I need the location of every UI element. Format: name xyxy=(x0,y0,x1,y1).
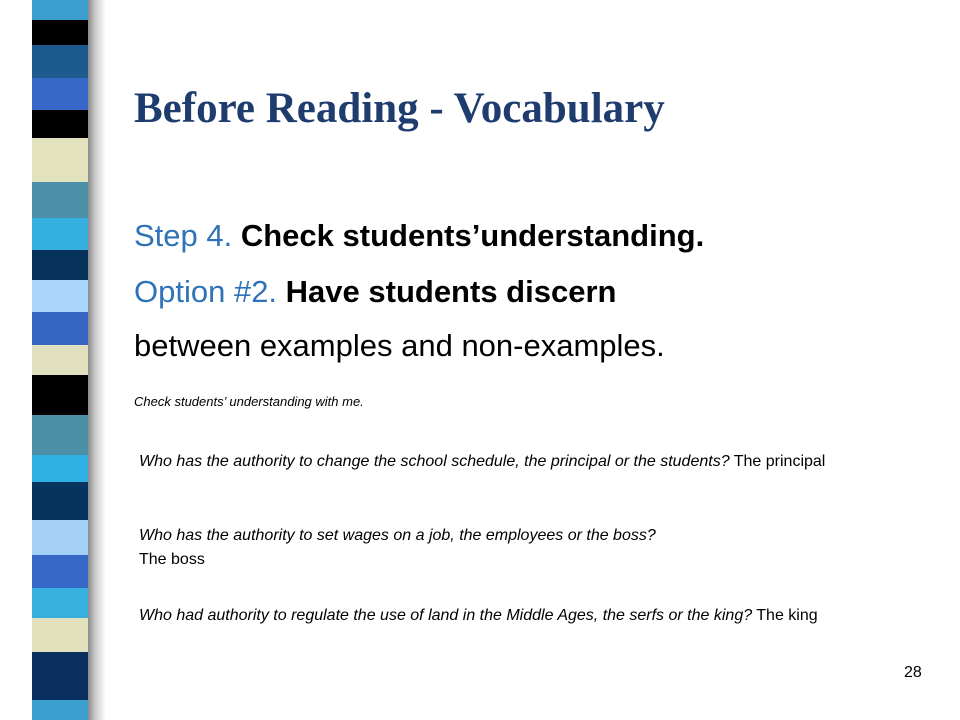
page-number: 28 xyxy=(904,664,922,681)
answer-1: The principal xyxy=(729,453,826,470)
step-line xyxy=(134,218,704,254)
question-1: Who has the authority to change the school schedule, the principal or the students? xyxy=(139,453,730,470)
answer-3: The king xyxy=(752,607,818,624)
stripe-segment xyxy=(32,218,88,250)
stripe-segment xyxy=(32,182,88,218)
question-2: Who has the authority to set wages on a job, the employees or the boss? xyxy=(139,527,656,544)
option-label: Option #2. xyxy=(134,274,286,309)
stripe-segment xyxy=(32,250,88,280)
stripe-segment xyxy=(32,482,88,520)
question-3: Who had authority to regulate the use of land in the Middle Ages, the serfs or the king? xyxy=(139,607,753,624)
qa-item-2 xyxy=(139,524,859,572)
option-line-2: between examples and non-examples. xyxy=(134,328,665,363)
step-text: Check students’understanding. xyxy=(240,218,705,253)
stripe-segment xyxy=(32,555,88,588)
stripe-segment xyxy=(32,110,88,138)
stripe-segment xyxy=(32,618,88,652)
stripe-segment xyxy=(32,415,88,455)
instruction-note: Check students’ understanding with me. xyxy=(134,394,364,409)
option-line xyxy=(134,274,616,310)
stripe-segment xyxy=(32,455,88,482)
stripe-segment xyxy=(32,312,88,345)
stripe-segment xyxy=(32,20,88,45)
answer-2: The boss xyxy=(139,551,205,568)
stripe-segment xyxy=(32,280,88,312)
stripe-segment xyxy=(32,138,88,182)
stripe-shadow xyxy=(88,0,106,720)
step-label: Step 4. xyxy=(134,218,241,253)
stripe-segment xyxy=(32,588,88,618)
qa-item-1 xyxy=(139,450,859,474)
stripe-segment xyxy=(32,0,88,20)
stripe-segment xyxy=(32,375,88,415)
stripe-segment xyxy=(32,652,88,700)
stripe-segment xyxy=(32,345,88,375)
qa-item-3 xyxy=(139,604,859,628)
stripe-segment xyxy=(32,78,88,110)
option-text: Have students discern xyxy=(285,274,617,309)
stripe-segment xyxy=(32,700,88,720)
slide-title: Before Reading - Vocabulary xyxy=(134,85,665,132)
stripe-segment xyxy=(32,520,88,555)
decorative-stripe xyxy=(32,0,88,720)
stripe-segment xyxy=(32,45,88,78)
